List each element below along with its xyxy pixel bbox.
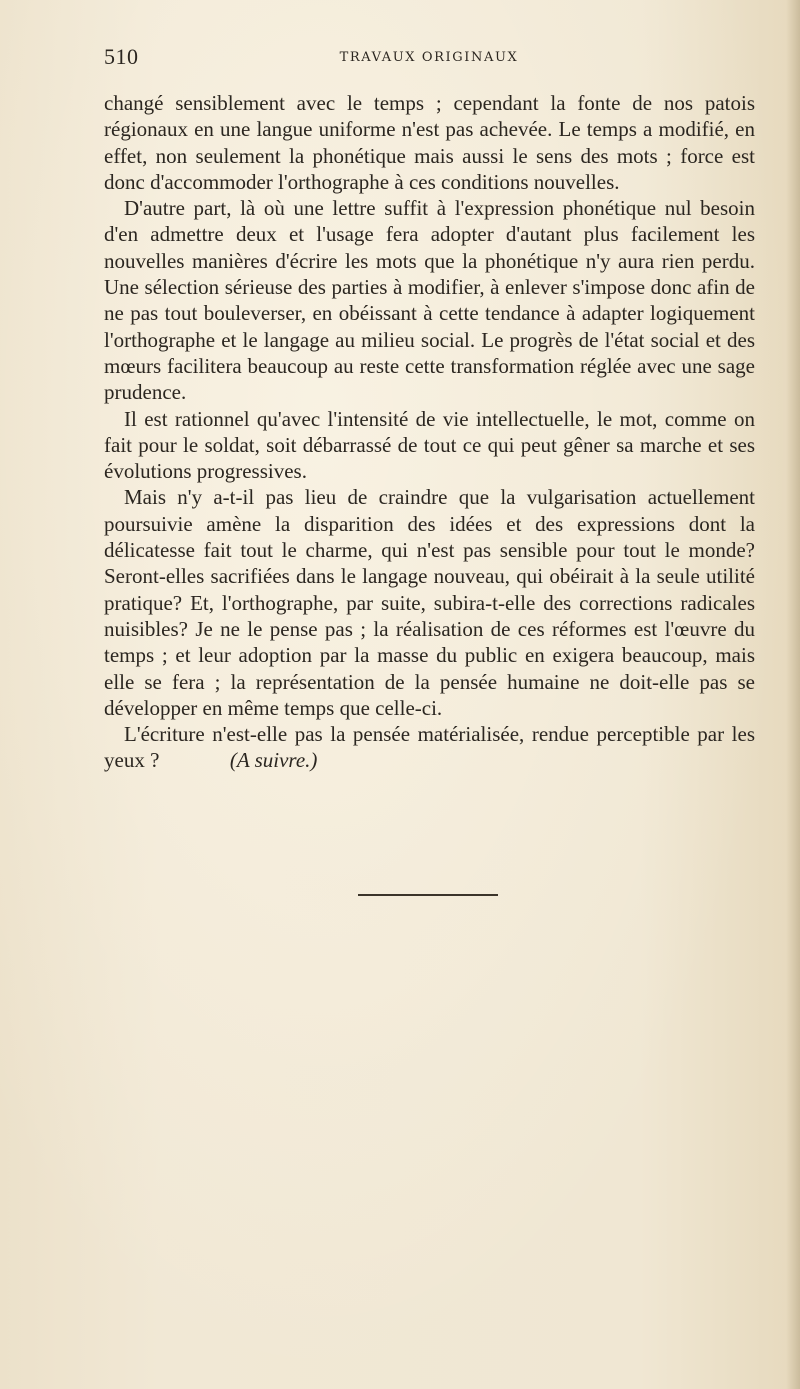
body-text [104, 90, 755, 774]
page-edge-shadow [786, 0, 800, 1389]
running-title: TRAVAUX ORIGINAUX [339, 50, 519, 65]
continuation-note: (A suivre.) [229, 748, 318, 773]
paragraph-last-text: L'écriture n'est-elle pas la pensée matérialisée, rendue perceptible par les yeux ? [104, 722, 755, 773]
paragraph: Mais n'y a-t-il pas lieu de craindre que la vulgarisation actuellement poursuivie amène la disparition des idées et des expressions dont la délicatesse fait tout le charme, qui n'est pas sensible pour tout le monde? Seront-elles sacrifiées dans le langage nouveau, qui obéirait à la seule utilité pratique? Et, l'orthographe, par suite, subira-t-elle des corrections radicales nuisibles? Je ne le pense pas ; la réalisation de ces réformes est l'œuvre du temps ; et leur adoption par la masse du public en exigera beaucoup, mais elle se fera ; la représentation de la pensée humaine ne doit-elle pas se développer en même temps que celle-ci. [104, 485, 755, 720]
running-head [104, 44, 754, 72]
section-rule [358, 894, 498, 896]
page-number: 510 [104, 44, 139, 69]
paragraph-last [104, 721, 755, 774]
paragraph: D'autre part, là où une lettre suffit à l'expression phonétique nul besoin d'en admettre deux et l'usage fera adopter d'autant plus facilement les nouvelles manières d'écrire les mots que la phonétique n'y aura rien perdu. Une sélection sérieuse des parties à modifier, à enlever s'impose donc afin de ne pas tout bouleverser, en obéissant à cette tendance à adapter logiquement l'orthographe et le langage au milieu social. Le progrès de l'état social et des mœurs facilitera beaucoup au reste cette transformation réglée avec une sage prudence. [104, 196, 755, 405]
paragraph: Il est rationnel qu'avec l'intensité de vie intellectuelle, le mot, comme on fait pour le soldat, soit débarrassé de tout ce qui peut gêner sa marche et ses évolutions progressives. [104, 406, 755, 484]
paragraph: changé sensiblement avec le temps ; cependant la fonte de nos patois régionaux en une langue uniforme n'est pas achevée. Le temps a modifié, en effet, non seulement la phonétique mais aussi le sens des mots ; force est donc d'accommoder l'orthographe à ces conditions nouvelles. [104, 91, 755, 194]
